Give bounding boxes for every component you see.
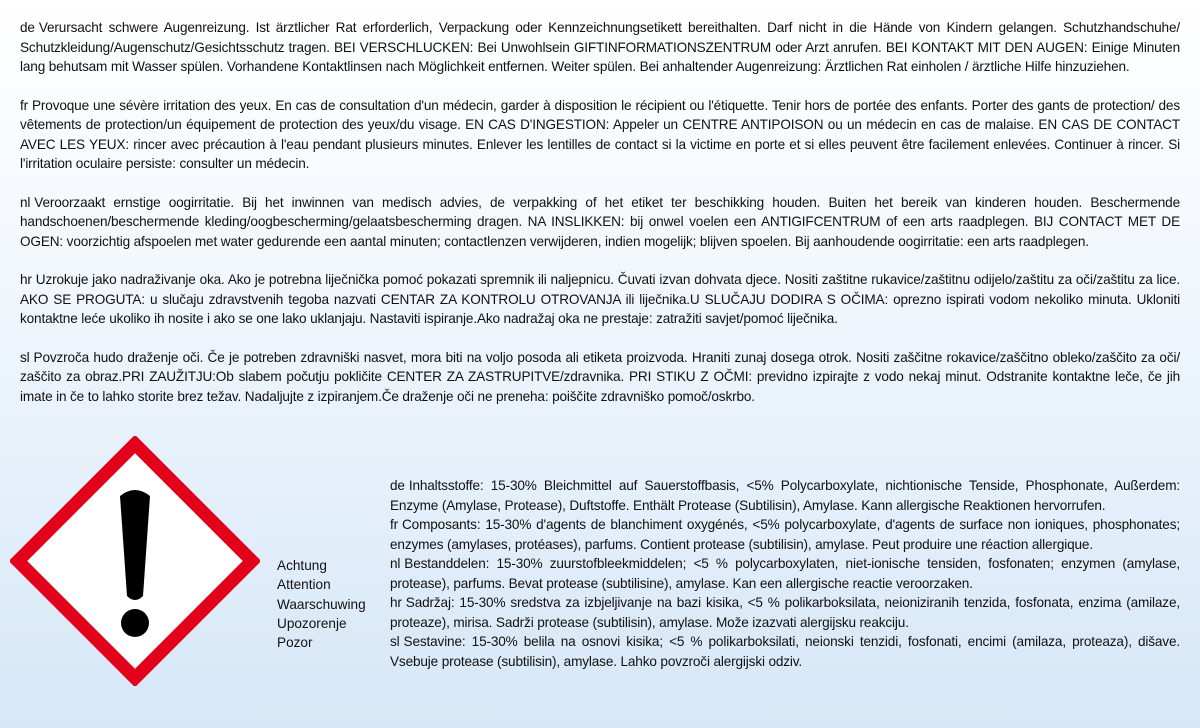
language-code: nl [390,556,401,571]
ingredients-heading: Bestanddelen: [404,556,490,571]
signal-word: Waarschuwing [277,596,366,612]
signal-words [277,556,366,652]
signal-word: Upozorenje [277,615,347,631]
ingredients-text: 15-30% sredstva za izbjeljivanje na bazi kisika, <5 % polikarboksilata, neioniziranih tenzida, fosfonata, enzima (amilaze, proteaze), mirisa. Sadrži protease (subtilisin), amylase. Može izazvati alergijsku reakciju. [390,595,1180,630]
language-code: hr [390,595,402,610]
ingredients-list [390,476,1180,671]
hazard-statement-fr [20,96,1180,174]
ingredients-text: 15-30% Bleichmittel auf Sauerstoffbasis, <5% Polycarboxylate, nichtionische Tenside, Phosphonate, Außerdem: Enzyme (Amylase, Protease), Duftstoffe. Enthält Protease (Subtilisin), Amylase. Kann allergische Reaktionen hervorrufen. [390,478,1180,513]
language-code: sl [390,634,400,649]
hazard-statement-sl [20,348,1180,407]
language-code: nl [20,194,31,210]
ingredients-fr [390,515,1180,554]
ingredients-heading: Sestavine: [403,634,466,649]
language-code: sl [20,349,30,365]
hazard-text: Uzrokuje jako nadraživanje oka. Ako je potrebna liječnička pomoć pokazati spremnik ili naljepnicu. Čuvati izvan dohvata djece. Nositi zaštitne rukavice/zaštitnu odijelo/zaštitu za oči/zaštitu za lice. AKO SE PROGUTA: u slučaju zdravstvenih tegoba nazvati CENTAR ZA KONTROLU OTROVANJA ili liječnika.U SLUČAJU DODIRA S OČIMA: oprezno ispirati vodom nekoliko minuta. Ukloniti kontaktne leće ukoliko ih nosite i ako se one lako uklanjaju. Nastaviti ispiranje.Ako nadražaj oka ne prestaje: zatražiti savjet/pomoć liječnika. [20,272,1180,326]
exclamation-dot [121,609,149,637]
ingredients-heading: Sadržaj: [405,595,455,610]
ingredients-text: 15-30% belila na osnovi kisika; <5 % polikarboksilati, neionski tenzidi, fosfonati, encimi (amilaza, proteaza), dišave. Vsebuje protease (subtilisin), amylase. Lahko povzroči alergijski odziv. [390,634,1180,669]
ingredients-hr [390,593,1180,632]
hazard-text: Veroorzaakt ernstige oogirritatie. Bij het inwinnen van medisch advies, de verpakking of het etiket ter beschikking houden. Buiten het bereik van kinderen houden. Beschermende handschoenen/beschermende kleding/oogbescherming/gelaatsbescherming dragen. NA INSLIKKEN: bij onwel voelen een ANTIGIFCENTRUM of een arts raadplegen. BIJ CONTACT MET DE OGEN: voorzichtig afspoelen met water gedurende een aantal minuten; contactlenzen verwijderen, indien mogelijk; blijven spoelen. Bij aanhoudende oogirritatie: een arts raadplegen. [20,194,1180,249]
signal-word: Attention [277,577,331,593]
hazard-statement-nl [20,193,1180,252]
ingredients-text: 15-30% d'agents de blanchiment oxygénés, <5% polycarboxylate, d'agents de surface non ioniques, phosphonates; enzymes (amylases, protéases), parfums. Contient protease (subtilisin), amylase. Peut produire une réaction allergique. [390,517,1180,552]
ingredients-nl [390,554,1180,593]
language-code: fr [20,97,29,113]
language-code: fr [390,517,399,532]
hazard-statements [20,18,1180,425]
language-code: de [20,20,35,35]
ingredients-de [390,476,1180,515]
ingredients-text: 15-30% zuurstofbleekmiddelen; <5 % polycarboxylaten, niet-ionische tensiden, fosfonaten; enzymen (amylase, protease), parfums. Bevat protease (subtilisine), amylase. Kan een allergische reactie veroorzaken. [390,556,1180,591]
signal-word: Achtung [277,558,327,573]
ingredients-heading: Composants: [402,517,481,532]
hazard-text: Verursacht schwere Augenreizung. Ist ärztlicher Rat erforderlich, Verpackung oder Kennzeichnungsetikett bereithalten. Darf nicht in die Hände von Kindern gelangen. Schutzhandschuhe/ Schutzkleidung/Augenschutz/Gesichtsschutz tragen. BEI VERSCHLUCKEN: Bei Unwohlsein GIFTINFORMATIONSZENTRUM oder Arzt anrufen. BEI KONTAKT MIT DEN AUGEN: Einige Minuten lang behutsam mit Wasser spülen. Vorhandene Kontaktlinsen nach Möglichkeit entfernen. Weiter spülen. Bei anhaltender Augenreizung: Ärztlichen Rat einholen / ärztliche Hilfe hinzuziehen. [20,20,1180,74]
language-code: hr [20,272,32,287]
ingredients-sl [390,632,1180,671]
hazard-text: Povzroča hudo draženje oči. Če je potreben zdravniški nasvet, mora biti na voljo posoda ali etiketa proizvoda. Hraniti zunaj dosega otrok. Nositi zaščitne rokavice/zaščitno obleko/zaščito za oči/ zaščito za obraz.PRI ZAUŽITJU:Ob slabem počutju pokličite CENTER ZA ZASTRUPITVE/zdravnika. PRI STIKU Z OČMI: previdno izpirajte z vodo nekaj minut. Odstranite kontaktne leče, če jih imate in če to lahko storite brez težav. Nadaljujte z izpiranjem.Če draženje oči ne preneha: poiščite zdravniško pomoč/oskrbo. [20,349,1180,404]
hazard-text: Provoque une sévère irritation des yeux. En cas de consultation d'un médecin, garder à disposition le récipient ou l'étiquette. Tenir hors de portée des enfants. Porter des gants de protection/ des vêtements de protection/un équipement de protection des yeux/du visage. EN CAS D'INGESTION: Appeler un CENTRE ANTIPOISON ou un médecin en cas de malaise. EN CAS DE CONTACT AVEC LES YEUX: rincer avec précaution à l'eau pendant plusieurs minutes. Enlever les lentilles de contact si la victime en porte et si elles peuvent être facilement enlevées. Continuer à rincer. Si l'irritation oculaire persiste: consulter un médecin. [20,97,1180,171]
ghs-exclamation-mark-icon [10,436,260,686]
ingredients-heading: Inhaltsstoffe: [408,478,484,493]
language-code: de [390,478,405,493]
hazard-statement-de [20,18,1180,77]
hazard-statement-hr [20,270,1180,329]
signal-word: Pozor [277,635,313,651]
